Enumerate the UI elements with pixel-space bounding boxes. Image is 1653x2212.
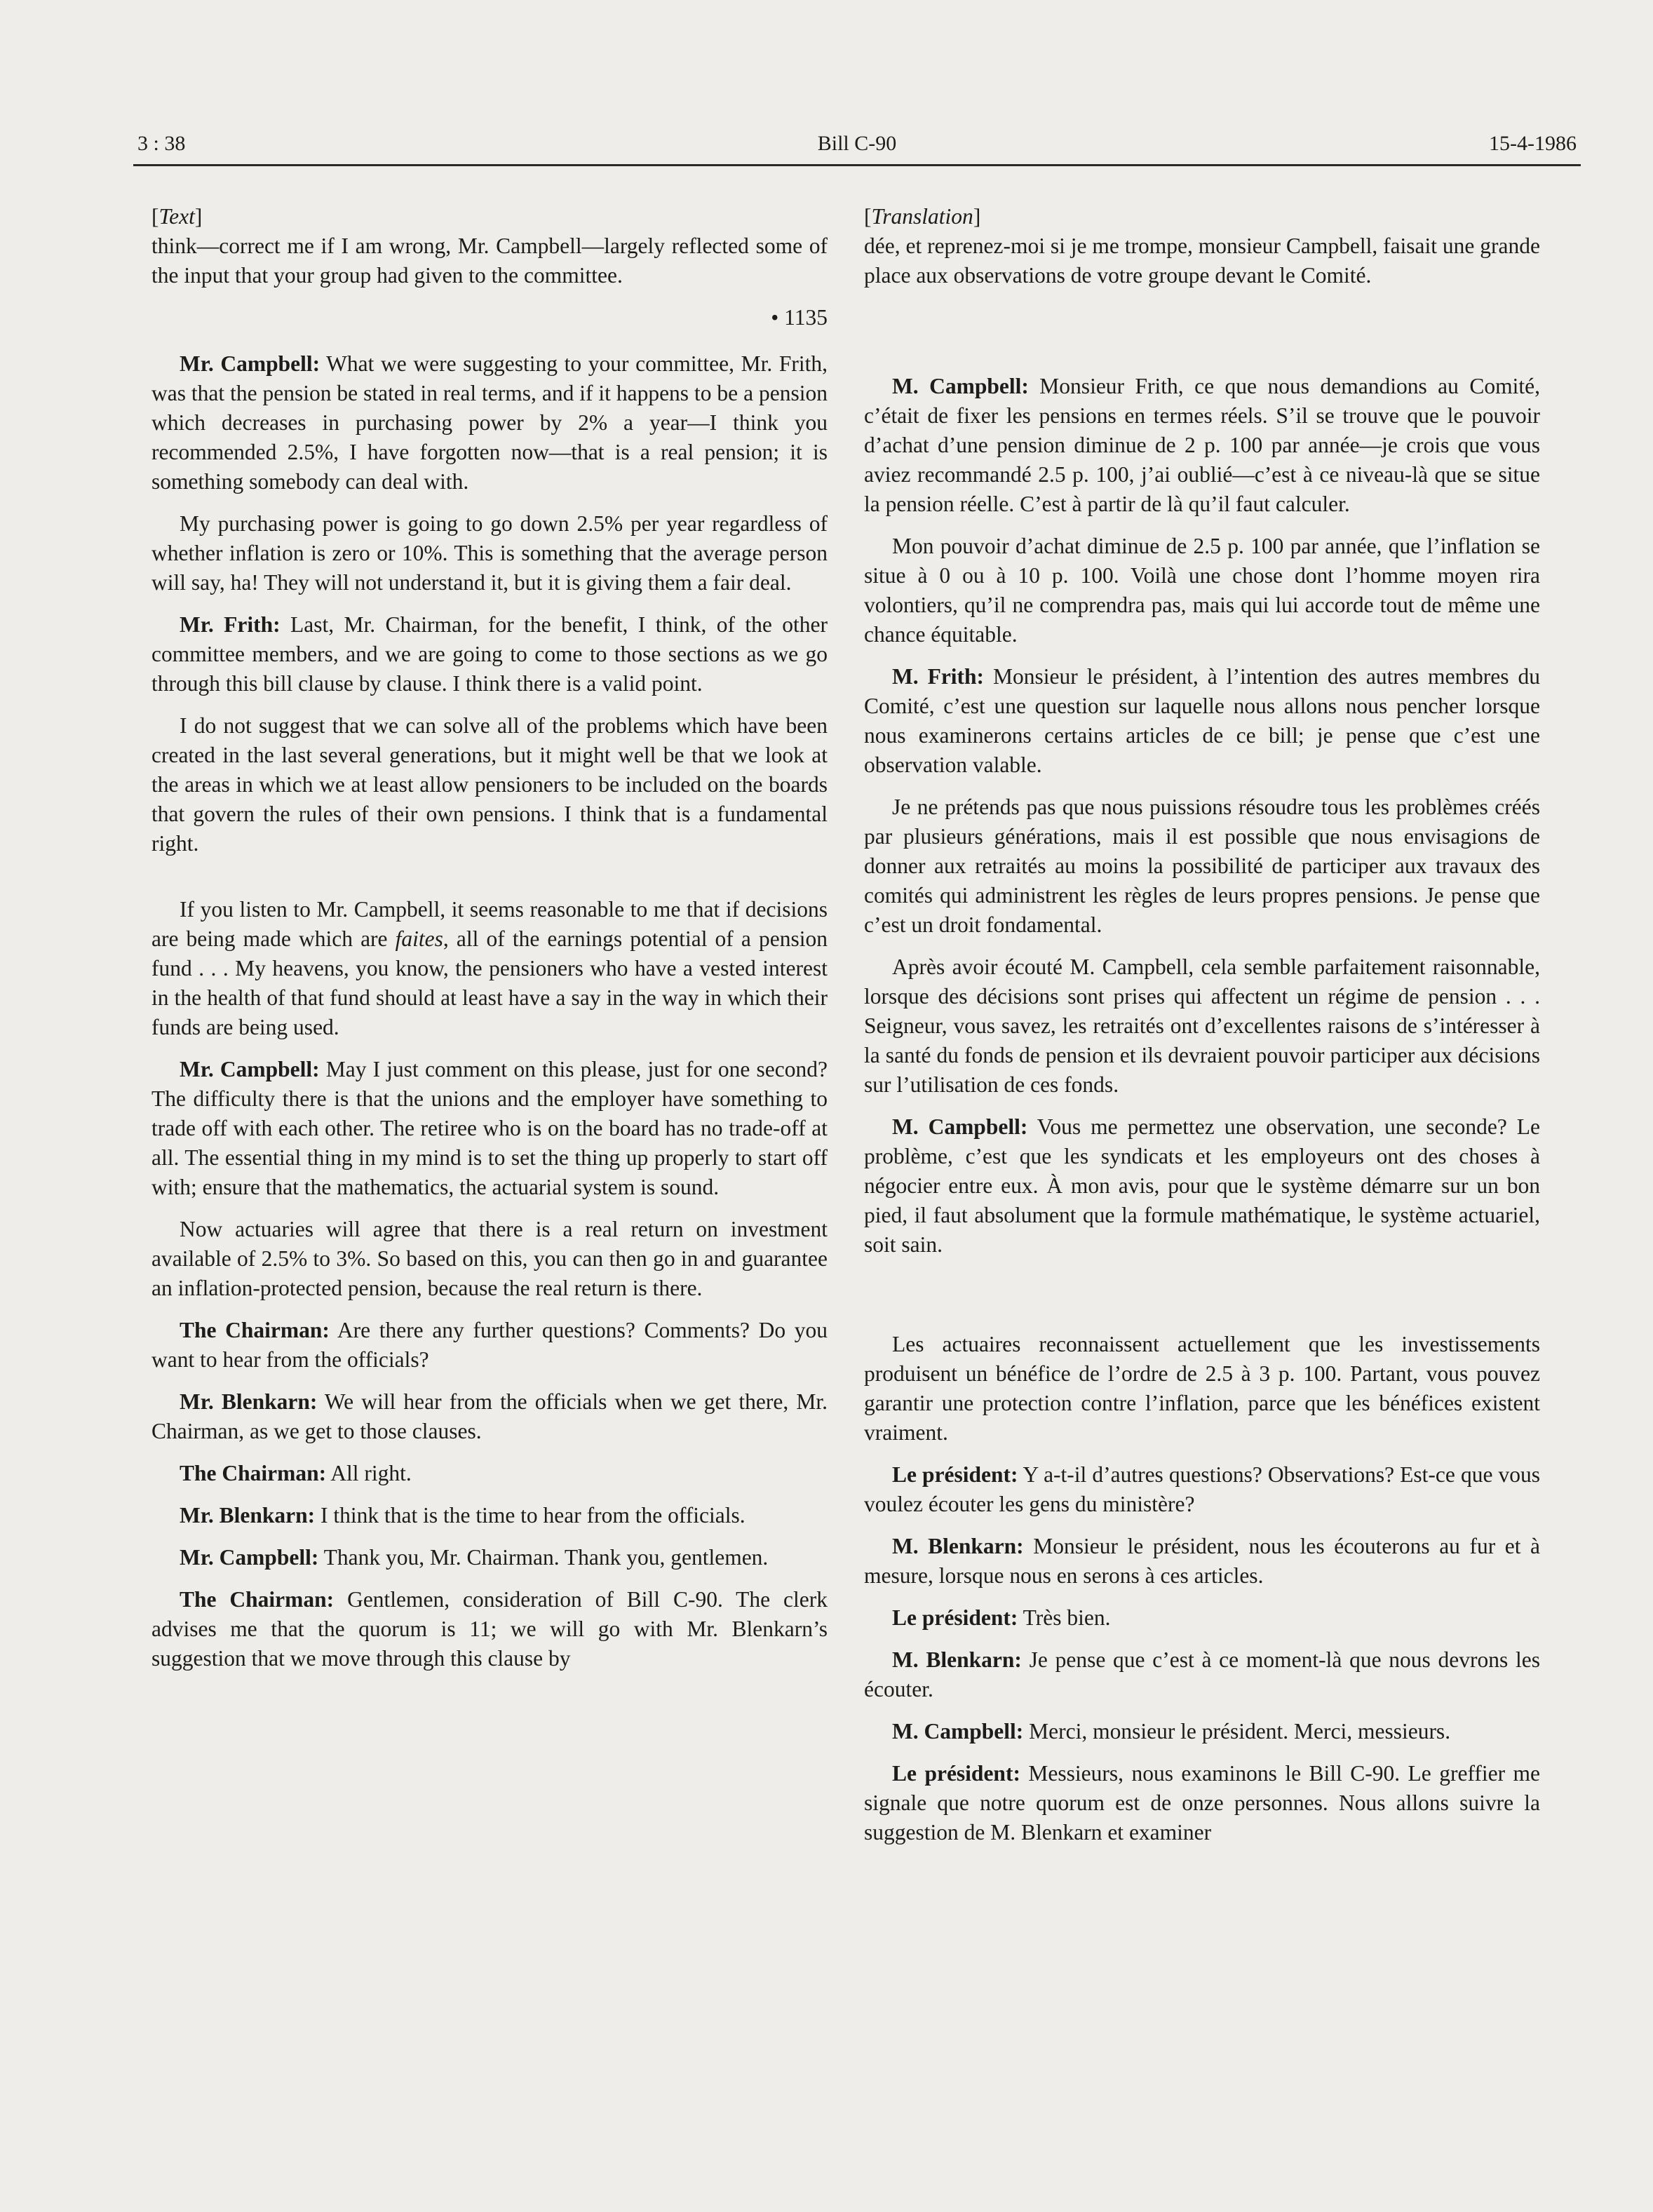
speech-paragraph: The Chairman: Are there any further questions? Comments? Do you want to hear from the officials? (151, 1318, 828, 1372)
speech-paragraph: My purchasing power is going to go down 2.5% per year regardless of whether inflation is zero or 10%. This is something that the average person will say, ha! They will not understand it, but it is giving them a fair deal. (151, 511, 828, 595)
header-date: 15-4-1986 (1489, 132, 1577, 155)
speaker-name: Mr. Frith: (180, 612, 281, 637)
speaker-name: The Chairman: (180, 1461, 327, 1485)
speech-paragraph: Mr. Blenkarn: I think that is the time to hear from the officials. (180, 1503, 745, 1528)
page-header (137, 128, 1577, 160)
speaker-name: M. Blenkarn: (892, 1534, 1024, 1558)
time-marker: • 1135 (771, 305, 828, 330)
english-column (151, 202, 828, 1686)
speaker-name: M. Blenkarn: (892, 1647, 1022, 1672)
speech-paragraph: I do not suggest that we can solve all of the problems which have been created in the last several generations, but it might well be that we look at the areas in which we at least allow pensioners to be included on the boards that govern the rules of their own pensions. I think that is a fundamental right. (151, 713, 828, 856)
text-label: [Text] (151, 204, 203, 229)
speech-paragraph: Je ne prétends pas que nous puissions résoudre tous les problèmes créés par plusieurs générations, mais il est possible que nous envisagions de donner aux retraités au moins la possibilité de participer aux travaux des comités qui administrent les règles de leurs propres pensions. Je pense que c’est un droit fondamental. (864, 795, 1540, 937)
opening-paragraph: dée, et reprenez-moi si je me trompe, monsieur Campbell, faisait une grande place aux observations de votre groupe devant le Comité. (864, 234, 1540, 288)
speech-paragraph: Le président: Messieurs, nous examinons le Bill C-90. Le greffier me signale que notre quorum est de onze personnes. Nous allons suivre la suggestion de M. Blenkarn et examiner (864, 1761, 1541, 1845)
french-column (864, 202, 1540, 1860)
speaker-name: The Chairman: (180, 1587, 335, 1612)
speaker-name: The Chairman: (180, 1318, 330, 1342)
speaker-name: M. Campbell: (892, 374, 1029, 398)
opening-paragraph: think—correct me if I am wrong, Mr. Campbell—largely reflected some of the input that your group had given to the committee. (151, 234, 828, 288)
speech-paragraph: Mr. Frith: Last, Mr. Chairman, for the benefit, I think, of the other committee members, and we are going to come to those sections as we go through this bill clause by clause. I think there is a valid point. (151, 612, 828, 696)
bill-title: Bill C-90 (817, 132, 897, 155)
page-number: 3 : 38 (137, 132, 186, 155)
speech-paragraph: M. Campbell: Vous me permettez une observation, une seconde? Le problème, c’est que les syndicats et les employeurs ont des choses à négocier entre eux. À mon avis, pour que le système démarre sur un bon pied, il faut absolument que la formule mathématique, le système actuariel, soit sain. (864, 1114, 1540, 1257)
speech-paragraph: The Chairman: Gentlemen, consideration of Bill C-90. The clerk advises me that the quorum is 11; we will go with Mr. Blenkarn’s suggestion that we move through this clause by (151, 1587, 828, 1671)
header-rule (133, 164, 1581, 166)
speech-paragraph: Les actuaires reconnaissent actuellement que les investissements produisent un bénéfice de l’ordre de 2.5 à 3 p. 100. Partant, vous pouvez garantir une protection contre l’inflation, parce que les bénéfices existent vraiment. (864, 1332, 1540, 1445)
translation-label: [Translation] (864, 204, 981, 229)
speaker-name: Mr. Campbell: (180, 351, 321, 376)
speaker-name: Mr. Blenkarn: (180, 1503, 316, 1528)
speech-paragraph: M. Blenkarn: Monsieur le président, nous les écouterons au fur et à mesure, lorsque nous en serons à ces articles. (864, 1534, 1540, 1588)
speech-paragraph: Le président: Y a-t-il d’autres questions? Observations? Est-ce que vous voulez écouter les gens du ministère? (864, 1462, 1540, 1516)
speaker-name: Mr. Campbell: (180, 1545, 319, 1570)
italic-word: faites (395, 926, 443, 951)
speech-paragraph: Le président: Très bien. (892, 1605, 1111, 1630)
speech-paragraph: M. Campbell: Merci, monsieur le président. Merci, messieurs. (892, 1719, 1451, 1744)
speaker-name: Le président: (892, 1761, 1020, 1786)
speech-paragraph: Mr. Campbell: Thank you, Mr. Chairman. Thank you, gentlemen. (180, 1545, 769, 1570)
speaker-name: M. Campbell: (892, 1719, 1024, 1744)
speech-paragraph: M. Blenkarn: Je pense que c’est à ce moment-là que nous devrons les écouter. (864, 1647, 1540, 1701)
speaker-name: Mr. Blenkarn: (180, 1389, 318, 1414)
speech-paragraph: Now actuaries will agree that there is a real return on investment available of 2.5% to 3%. So based on this, you can then go in and guarantee an inflation-protected pension, because the real return is there. (151, 1217, 828, 1300)
speaker-name: Le président: (892, 1605, 1018, 1630)
speech-paragraph: M. Campbell: Monsieur Frith, ce que nous demandions au Comité, c’était de fixer les pensions en termes réels. S’il se trouve que le pouvoir d’achat d’une pension diminue de 2 p. 100 par année—je crois que vous aviez recommandé 2.5 p. 100, j’ai oublié—c’est à ce niveau-là que se situe la pension réelle. C’est à partir de là qu’il faut calculer. (864, 374, 1540, 516)
speech-paragraph: Mon pouvoir d’achat diminue de 2.5 p. 100 par année, que l’inflation se situe à 0 ou à 10 p. 100. Voilà une chose dont l’homme moyen rira volontiers, qu’il ne comprendra pas, mais qui lui accorde tout de même une chance équitable. (864, 534, 1540, 647)
speech-paragraph: The Chairman: All right. (180, 1461, 412, 1485)
speech-paragraph: Mr. Blenkarn: We will hear from the officials when we get there, Mr. Chairman, as we get to those clauses. (151, 1389, 828, 1443)
speaker-name: Mr. Campbell: (180, 1057, 320, 1081)
speaker-name: M. Frith: (892, 664, 985, 689)
speaker-name: M. Campbell: (892, 1114, 1028, 1139)
speech-paragraph: Après avoir écouté M. Campbell, cela semble parfaitement raisonnable, lorsque des décisions sont prises qui affectent un régime de pension . . . Seigneur, vous savez, les retraités ont d’excellentes raisons de s’intéresser à la santé du fonds de pension et ils devraient pouvoir participer aux décisions sur l’utilisation de ces fonds. (864, 955, 1540, 1097)
speech-paragraph: Mr. Campbell: May I just comment on this please, just for one second? The difficulty there is that the unions and the employer have something to trade off with each other. The retiree who is on the board has no trade-off at all. The essential thing in my mind is to set the thing up properly to start off with; ensure that the mathematics, the actuarial system is sound. (151, 1057, 828, 1199)
speech-paragraph: If you listen to Mr. Campbell, it seems reasonable to me that if decisions are being made which are faites, all of the earnings potential of a pension fund . . . My heavens, you know, the pensioners who have a vested interest in the health of that fund should at least have a say in the way in which their funds are being used. (151, 897, 828, 1039)
speaker-name: Le président: (892, 1462, 1018, 1487)
speech-paragraph: M. Frith: Monsieur le président, à l’intention des autres membres du Comité, c’est une question sur laquelle nous allons nous pencher lorsque nous examinerons certains articles de ce bill; je pense que c’est une observation valable. (864, 664, 1540, 777)
speech-paragraph: Mr. Campbell: What we were suggesting to your committee, Mr. Frith, was that the pension be stated in real terms, and if it happens to be a pension which decreases in purchasing power by 2% a year—I think you recommended 2.5%, I have forgotten now—that is a real pension; it is something somebody can deal with. (151, 351, 828, 494)
